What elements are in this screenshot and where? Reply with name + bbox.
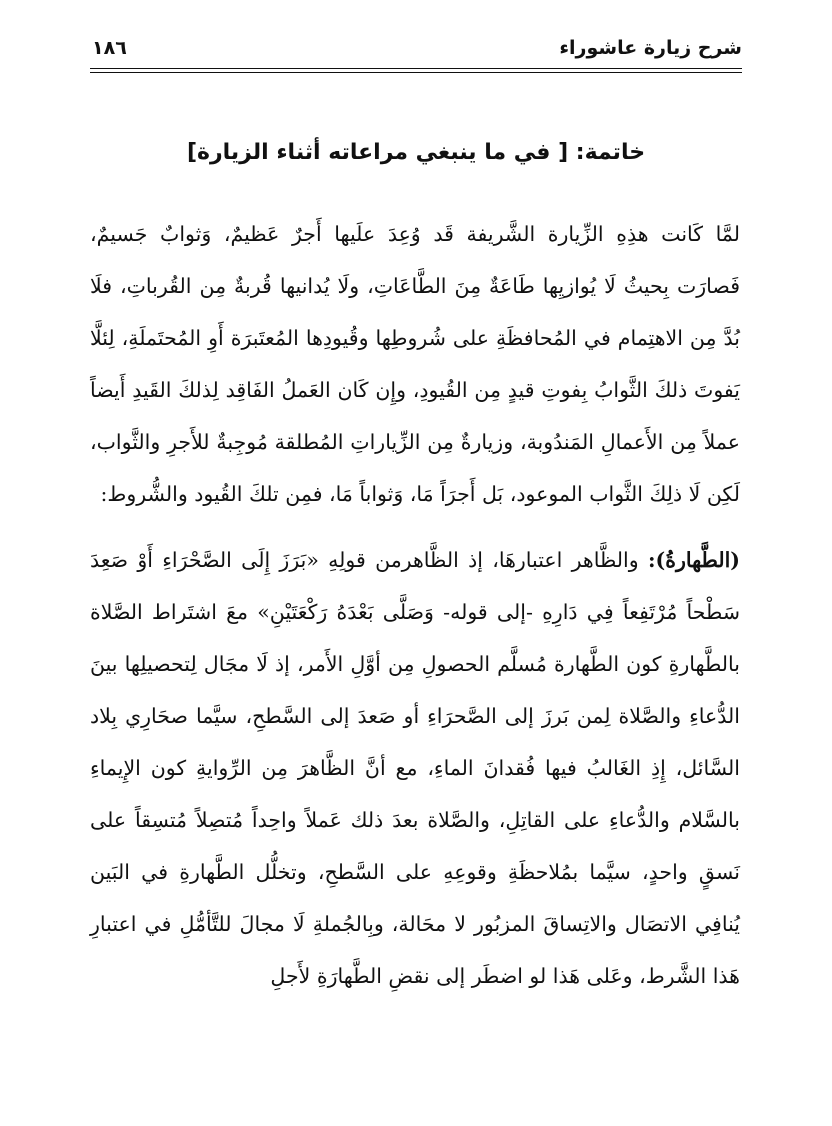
page-number: ١٨٦	[92, 37, 127, 59]
running-header	[92, 28, 742, 68]
paragraph-text: والظَّاهر اعتبارهَا، إذ الظَّاهرمن قولِهِ «بَرَزَ إِلَى الصَّحْرَاءِ أَوْ صَعِدَ سَطْحاً مُرْتَفِعاً فِي دَارِهِ -إلى قوله- وَصَلَّى بَعْدَهُ رَكْعَتَيْنِ» معَ اشتَراط الصَّلاة بالطَّهارةِ كون الطَّهارة مُسلَّم الحصولِ مِن أوَّلِ الأَمر، إذ لَا مجَال لِتحصيلِها بينَ الدُّعاءِ والصَّلاة لِمن بَرزَ إلى الصَّحرَاءِ أو صَعدَ إلى السَّطحِ، سيَّما صحَارِي بِلاد السَّائل، إِذِ الغَالبُ فيها فُقدانَ الماءِ، مع أنَّ الظَّاهرَ مِن الرِّوايةِ كون الإِيماءِ بالسَّلام والدُّعاءِ على القاتِلِ، والصَّلاة بعدَ ذلك عَملاً واحِداً مُتصِلاً مُتسِقاً على نَسقٍ واحدٍ، سيَّما بمُلاحظَةِ وقوعِهِ على السَّطحِ، وتخلُّل الطَّهارةِ في البَين يُنافِي الاتصَال والاتِساقَ المزبُور لا محَالة، وبِالجُملةِ لَا مجالَ للتَّأمُّلِ في اعتبارِ هَذا الشَّرط، وعَلى هَذا لو اضطَر إلى نقضِ الطَّهارَةِ لأَجلِ	[90, 548, 740, 988]
section-heading: خاتمة: [ في ما ينبغي مراعاته أثناء الزيارة]	[186, 140, 646, 165]
header-rule-top	[90, 68, 742, 69]
paragraph-intro	[90, 208, 740, 520]
paragraph-lead-term: (الطَّهارةُ):	[647, 548, 740, 572]
header-title: شرح زيارة عاشوراء	[559, 37, 742, 59]
paragraph-purity	[90, 534, 740, 1002]
paragraph-text: لمَّا كَانت هذِهِ الزِّيارة الشَّريفة قَد وُعِدَ علَيها أَجرٌ عَظيمٌ، وَثوابٌ جَسيمٌ، فَصارَت بِحيثُ لَا يُوازيِها طَاعَةٌ مِنَ الطَّاعَاتِ، ولَا يُدانيها قُربةٌ مِن القُرباتِ، فلَا بُدَّ مِن الاهتِمام في المُحافظَةِ على شُروطِها وقُيودِها المُعتَبرَة أَوِ المُحتَملَةِ، لِئلَّا يَفوتَ ذلكَ الثَّوابُ بِفوتِ قيدٍ مِن القُيودِ، وإِن كَان العَملُ الفَاقِد لِذلكَ القَيدِ أَيضاً عملاً مِن الأَعمالِ المَندُوبة، وزيارةٌ مِن الزِّياراتِ المُطلقة مُوجِبةٌ للأَجرِ والثَّواب، لَكِن لَا ذلِكَ الثَّواب الموعود، بَل أَجرَاً مَا، وَثواباً مَا، فمِن تلكَ القُيود والشُّروط:	[90, 222, 740, 506]
body-text	[90, 208, 740, 1002]
header-rule-bottom	[90, 72, 742, 73]
